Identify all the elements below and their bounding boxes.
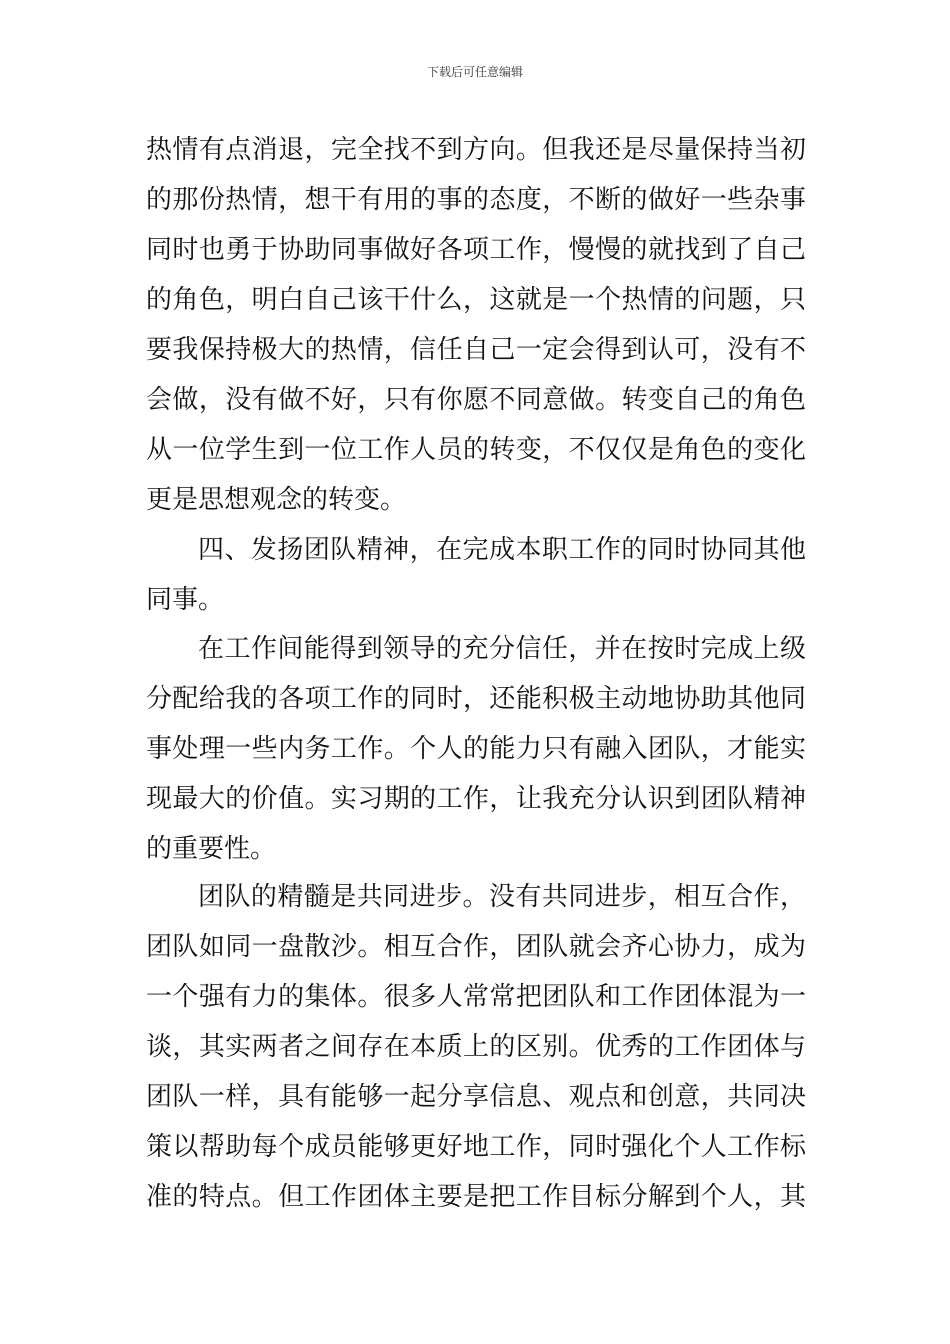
text-line: 现最大的价值。实习期的工作，让我充分认识到团队精神 [146, 784, 806, 814]
text-line: 分配给我的各项工作的同时，还能积极主动地协助其他同 [146, 684, 806, 714]
text-line: 团队的精髓是共同进步。没有共同进步，相互合作， [198, 882, 806, 912]
text-line: 的角色，明白自己该干什么，这就是一个热情的问题，只 [146, 285, 806, 315]
section-heading-continued: 同事。 [146, 585, 225, 615]
section-heading: 四、发扬团队精神，在完成本职工作的同时协同其他 [198, 535, 806, 565]
text-line: 更是思想观念的转变。 [146, 485, 407, 515]
page-header: 下载后可任意编辑 [426, 65, 523, 79]
text-line: 同时也勇于协助同事做好各项工作，慢慢的就找到了自己 [146, 235, 806, 265]
text-line: 要我保持极大的热情，信任自己一定会得到认可，没有不 [146, 335, 806, 365]
text-line: 准的特点。但工作团体主要是把工作目标分解到个人，其 [146, 1182, 806, 1212]
text-line: 策以帮助每个成员能够更好地工作，同时强化个人工作标 [146, 1132, 806, 1162]
text-line: 的那份热情，想干有用的事的态度，不断的做好一些杂事 [146, 185, 806, 215]
text-line: 团队如同一盘散沙。相互合作，团队就会齐心协力，成为 [146, 932, 806, 962]
text-line: 热情有点消退，完全找不到方向。但我还是尽量保持当初 [146, 135, 806, 165]
text-line: 的重要性。 [146, 834, 277, 864]
text-line: 谈，其实两者之间存在本质上的区别。优秀的工作团体与 [146, 1032, 806, 1062]
text-line: 从一位学生到一位工作人员的转变，不仅仅是角色的变化 [146, 435, 806, 465]
text-line: 在工作间能得到领导的充分信任，并在按时完成上级 [198, 634, 806, 664]
text-line: 会做，没有做不好，只有你愿不同意做。转变自己的角色 [146, 385, 806, 415]
text-line: 团队一样，具有能够一起分享信息、观点和创意，共同决 [146, 1082, 806, 1112]
text-line: 一个强有力的集体。很多人常常把团队和工作团体混为一 [146, 982, 806, 1012]
text-line: 事处理一些内务工作。个人的能力只有融入团队，才能实 [146, 734, 806, 764]
